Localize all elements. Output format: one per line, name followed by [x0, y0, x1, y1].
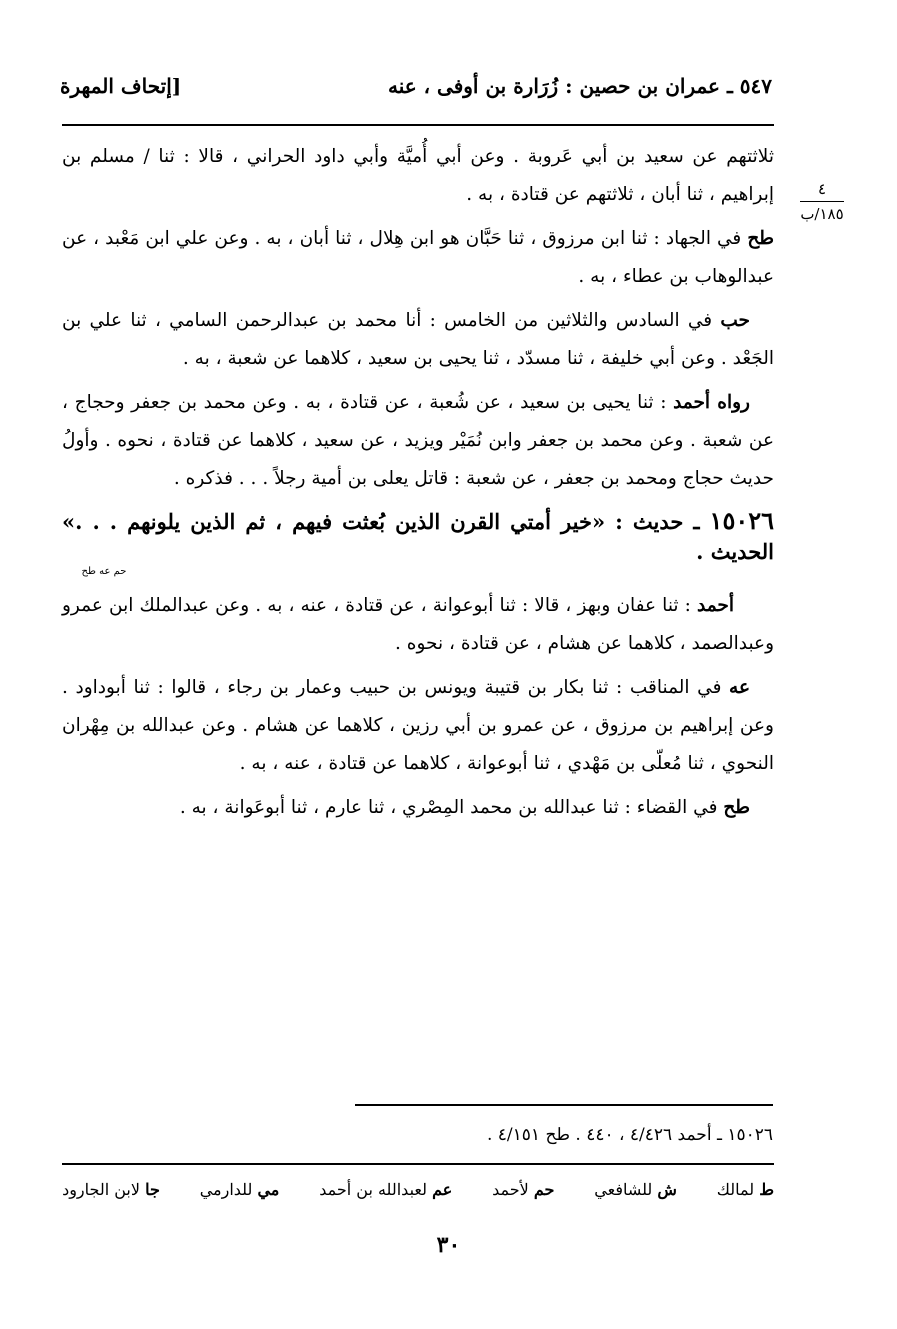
paragraph	[62, 302, 774, 378]
header-rule	[62, 124, 774, 126]
legend-name: لابن الجارود	[62, 1180, 141, 1199]
hadith-entry	[62, 506, 774, 577]
hadith-number: ١٥٠٢٦	[709, 506, 774, 535]
legend-name: للدارمي	[199, 1180, 253, 1199]
legend-item	[62, 1180, 160, 1199]
legend-abbr: جا	[145, 1180, 160, 1199]
paragraph	[62, 669, 774, 783]
legend-name: لمالك	[716, 1180, 755, 1199]
footnote-rule	[355, 1104, 773, 1106]
legend-item	[594, 1180, 677, 1199]
legend-abbr: مي	[257, 1180, 280, 1199]
paragraph	[62, 138, 774, 214]
folio-number: ٤	[817, 180, 827, 198]
legend-name: لعبدالله بن أحمد	[319, 1180, 427, 1199]
paragraph	[62, 384, 774, 498]
main-text	[62, 138, 774, 833]
paragraph-text: في الجهاد : ثنا ابن مرزوق ، ثنا حَبَّان هو ابن هِلال ، ثنا أبان ، به . وعن علي ابن مَعْبد ، عن عبدالوهاب بن عطاء ، به .	[62, 228, 774, 287]
paragraph-lead: طح	[723, 797, 750, 818]
paragraph	[62, 220, 774, 296]
footnote: ١٥٠٢٦ ـ أحمد ٤/٤٢٦ ، ٤٤٠ . طح ٤/١٥١ .	[486, 1125, 773, 1145]
legend-item	[200, 1180, 280, 1199]
paragraph-lead: طح	[747, 228, 774, 249]
legend-rule	[62, 1163, 774, 1165]
paragraph-text: في المناقب : ثنا بكار بن قتيبة ويونس بن حبيب وعمار بن رجاء ، قالوا : ثنا أبوداود . وعن إبراهيم بن مرزوق ، عن عمرو بن أبي رزين ، كلاهما عن هشام . وعن عبدالله بن مِهْران النحوي ، ثنا مُعلّى بن مَهْدي ، ثنا أبوعوانة ، كلاهما عن قتادة ، عنه ، به .	[62, 677, 774, 774]
paragraph-text: ثلاثتهم عن سعيد بن أبي عَروبة . وعن أبي أُميَّة وأبي داود الحراني ، قالا : ثنا / مسلم بن إبراهيم ، ثنا أبان ، ثلاثتهم عن قتادة ، به .	[62, 146, 774, 205]
paragraph-text: في السادس والثلاثين من الخامس : أنا محمد بن عبدالرحمن السامي ، ثنا علي بن الجَعْد . وعن أبي خليفة ، ثنا مسدّد ، ثنا يحيى بن سعيد ، كلاهما عن شعبة ، به .	[62, 310, 774, 369]
legend-name: لأحمد	[492, 1180, 529, 1199]
page-number: ٣٠	[436, 1232, 461, 1258]
hadith-source-sigla: حم عه طح	[81, 566, 127, 577]
legend-item	[319, 1180, 452, 1199]
paragraph-lead: رواه أحمد	[673, 392, 750, 413]
manuscript-folio-note	[796, 180, 848, 223]
paragraph	[62, 789, 774, 827]
legend-abbr: ط	[759, 1180, 774, 1199]
legend-item	[717, 1180, 774, 1199]
abbreviation-legend	[62, 1180, 774, 1199]
paragraph-lead: عه	[729, 677, 750, 698]
paragraph-text: : ثنا عفان وبهز ، قالا : ثنا أبوعوانة ، عن قتادة ، عنه ، به . وعن عبدالملك ابن عمرو وعبدالصمد ، كلاهما عن هشام ، عن قتادة ، نحوه .	[62, 595, 774, 654]
header-book-name: [إتحاف المهرة	[60, 74, 182, 98]
running-header	[60, 68, 772, 108]
folio-reference: ١٨٥/ب	[800, 205, 844, 223]
paragraph-text: في القضاء : ثنا عبدالله بن محمد المِصْري ، ثنا عارم ، ثنا أبوعَوانة ، به .	[179, 797, 724, 818]
legend-abbr: حم	[533, 1180, 555, 1199]
legend-name: للشافعي	[594, 1180, 653, 1199]
legend-abbr: عم	[432, 1180, 453, 1199]
hadith-text: ـ حديث : «خير أمتي القرن الذين بُعثت فيهم ، ثم الذين يلونهم . . .» الحديث .	[62, 509, 774, 564]
paragraph-text: : ثنا يحيى بن سعيد ، عن شُعبة ، عن قتادة ، به . وعن محمد بن جعفر وحجاج ، عن شعبة . وعن محمد بن جعفر وابن نُمَيْر ويزيد ، عن سعيد ، كلاهما عن قتادة ، نحوه . وأولُ حديث حجاج ومحمد بن جعفر ، عن شعبة : قاتل يعلى بن أمية رجلاً . . . فذكره .	[62, 392, 774, 489]
folio-divider	[800, 201, 844, 202]
legend-item	[492, 1180, 554, 1199]
paragraph-lead: أحمد	[697, 595, 734, 616]
header-title: ٥٤٧ ـ عمران بن حصين : زُرَارة بن أوفى ، عنه	[387, 74, 772, 98]
legend-abbr: ش	[657, 1180, 677, 1199]
paragraph	[62, 587, 774, 663]
paragraph-lead: حب	[720, 310, 750, 331]
